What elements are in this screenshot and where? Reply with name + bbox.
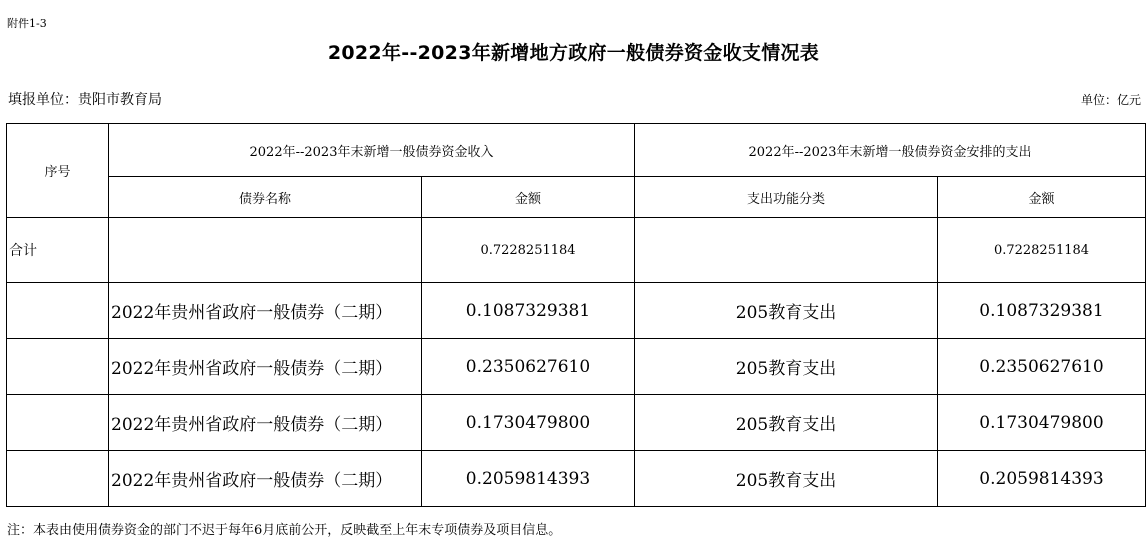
row-seq (7, 395, 109, 451)
row-expense-category: 205教育支出 (635, 451, 938, 507)
header-bond-name: 债券名称 (109, 177, 422, 218)
row-bond-name: 2022年贵州省政府一般债券（二期） (109, 339, 422, 395)
row-seq (7, 283, 109, 339)
bond-funds-table (6, 123, 1146, 507)
attachment-label: 附件1-3 (7, 17, 47, 30)
total-income-amount: 0.7228251184 (422, 218, 635, 283)
row-income-amount: 0.1087329381 (422, 283, 635, 339)
row-expense-amount: 0.1730479800 (938, 395, 1146, 451)
total-bond-name (109, 218, 422, 283)
row-bond-name: 2022年贵州省政府一般债券（二期） (109, 283, 422, 339)
currency-unit: 单位：亿元 (1080, 93, 1141, 107)
total-expense-amount: 0.7228251184 (938, 218, 1146, 283)
footnote: 注：本表由使用债券资金的部门不迟于每年6月底前公开，反映截至上年末专项债券及项目信息。 (7, 523, 562, 538)
page-title: 2022年--2023年新增地方政府一般债券资金收支情况表 (327, 42, 820, 64)
header-row-groups (7, 124, 1146, 177)
total-expense-category (635, 218, 938, 283)
table-row (7, 283, 1146, 339)
table-row (7, 395, 1146, 451)
row-seq (7, 339, 109, 395)
row-income-amount: 0.1730479800 (422, 395, 635, 451)
table-row (7, 339, 1146, 395)
row-bond-name: 2022年贵州省政府一般债券（二期） (109, 395, 422, 451)
row-expense-amount: 0.2059814393 (938, 451, 1146, 507)
row-seq (7, 451, 109, 507)
total-label: 合计 (7, 218, 109, 283)
header-expense-category: 支出功能分类 (635, 177, 938, 218)
reporting-unit: 填报单位：贵阳市教育局 (8, 92, 162, 108)
row-expense-category: 205教育支出 (635, 339, 938, 395)
row-bond-name: 2022年贵州省政府一般债券（二期） (109, 451, 422, 507)
table-row (7, 451, 1146, 507)
row-expense-amount: 0.2350627610 (938, 339, 1146, 395)
header-row-columns (7, 177, 1146, 218)
header-income-group: 2022年--2023年末新增一般债券资金收入 (109, 124, 635, 177)
header-seq: 序号 (7, 124, 109, 218)
row-income-amount: 0.2059814393 (422, 451, 635, 507)
row-expense-category: 205教育支出 (635, 395, 938, 451)
header-expense-amount: 金额 (938, 177, 1146, 218)
row-expense-amount: 0.1087329381 (938, 283, 1146, 339)
total-row (7, 218, 1146, 283)
row-income-amount: 0.2350627610 (422, 339, 635, 395)
header-income-amount: 金额 (422, 177, 635, 218)
row-expense-category: 205教育支出 (635, 283, 938, 339)
header-expense-group: 2022年--2023年末新增一般债券资金安排的支出 (635, 124, 1146, 177)
